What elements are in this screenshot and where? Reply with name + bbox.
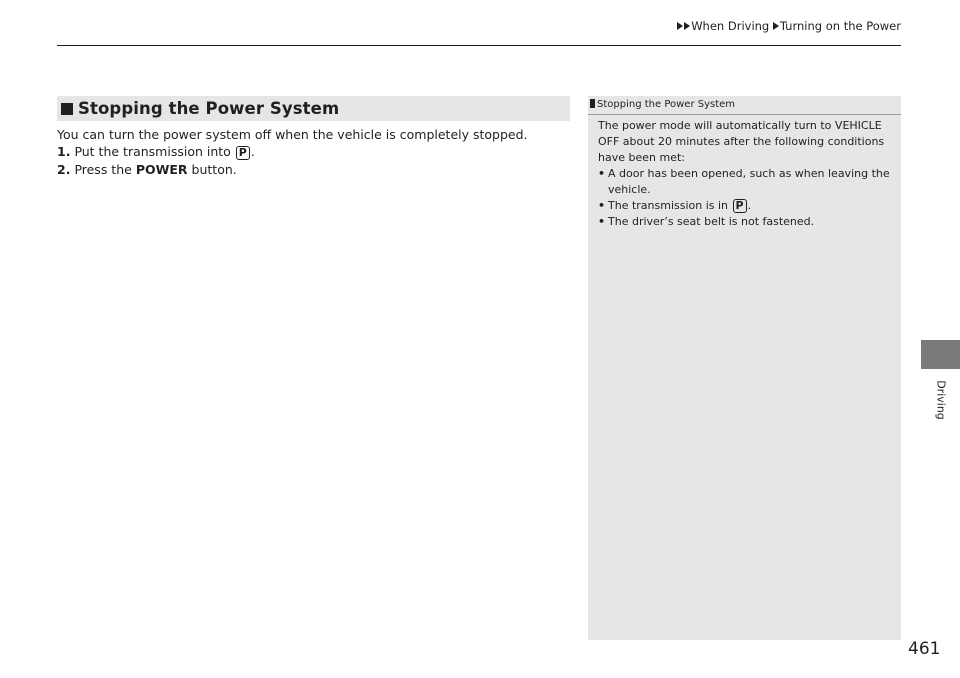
note-bullet-text: The transmission is in	[608, 199, 729, 212]
note-bullet-text-end: .	[747, 199, 752, 212]
step-2	[57, 161, 569, 178]
note-divider	[588, 114, 901, 115]
breadcrumb	[669, 19, 901, 33]
step-number: 2.	[57, 162, 71, 177]
step-text: Put the transmission into	[74, 144, 231, 159]
breadcrumb-item[interactable]: Turning on the Power	[779, 19, 901, 33]
step-text-end: .	[250, 144, 255, 159]
breadcrumb-arrow-icon	[677, 22, 683, 30]
note-heading	[590, 99, 735, 110]
chapter-tab-label[interactable]	[921, 372, 960, 428]
gear-p-icon: P	[733, 199, 747, 213]
note-bullet: • A door has been opened, such as when leaving the vehicle.	[598, 166, 894, 198]
breadcrumb-arrow-icon	[684, 22, 690, 30]
page-number: 461	[908, 639, 941, 659]
step-text: Press the	[74, 162, 132, 177]
intro-text: You can turn the power system off when the vehicle is completely stopped.	[57, 127, 528, 142]
gear-p-icon: P	[236, 146, 250, 160]
square-bullet-icon	[61, 103, 73, 115]
breadcrumb-arrow-icon	[773, 22, 779, 30]
chapter-tab-text: Driving	[934, 380, 947, 420]
chapter-tab[interactable]	[921, 340, 960, 369]
note-heading-text: Stopping the Power System	[597, 99, 736, 110]
note-bullet	[598, 198, 894, 214]
section-body	[57, 126, 569, 178]
step-number: 1.	[57, 144, 71, 159]
step-1	[57, 143, 569, 160]
note-bullet-list	[598, 166, 894, 230]
header-divider	[57, 45, 901, 46]
power-button-label: POWER	[135, 162, 188, 177]
breadcrumb-item[interactable]: When Driving	[691, 19, 770, 33]
reference-icon	[590, 99, 595, 108]
note-paragraph: The power mode will automatically turn to VEHICLE OFF about 20 minutes after the following conditions have been met:	[598, 119, 885, 164]
note-sidebar	[588, 96, 901, 640]
section-title: Stopping the Power System	[78, 99, 340, 118]
note-body	[598, 118, 894, 230]
note-bullet: • The driver’s seat belt is not fastened.	[598, 214, 894, 230]
section-heading	[57, 96, 570, 121]
step-text-end: button.	[191, 162, 237, 177]
